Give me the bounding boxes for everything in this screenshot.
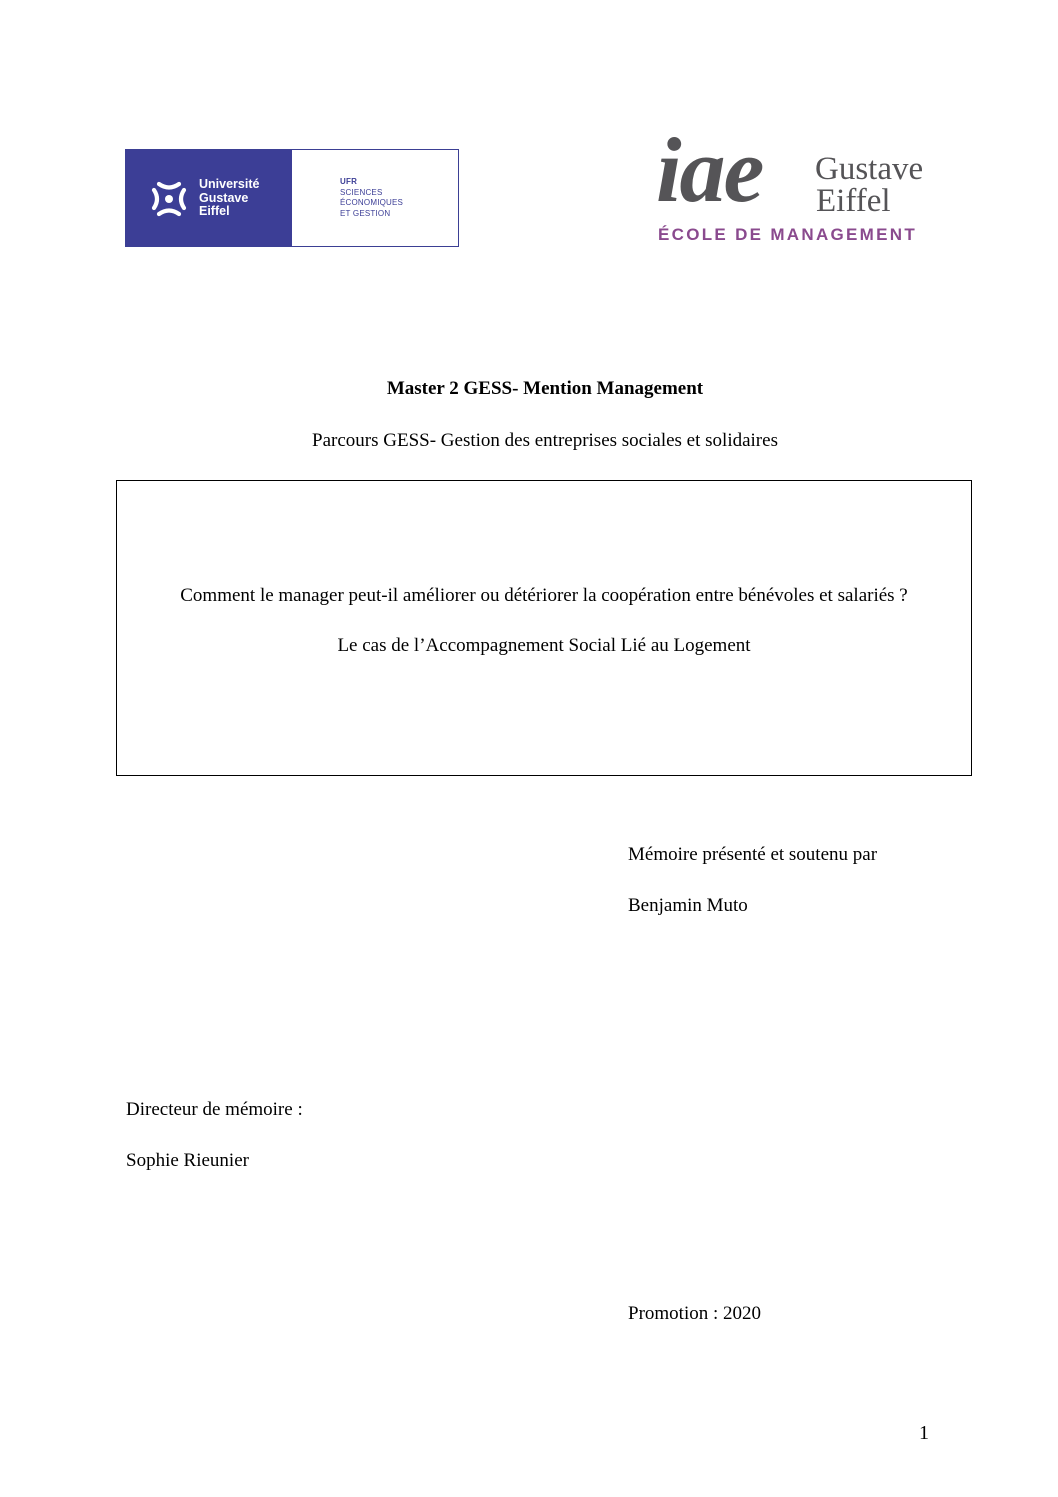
ufr-line: SCIENCES xyxy=(340,187,383,197)
director-label: Directeur de mémoire : xyxy=(126,1099,303,1120)
promotion: Promotion : 2020 xyxy=(628,1303,762,1324)
ufr-line: ET GESTION xyxy=(340,208,391,218)
track-title: Parcours GESS- Gestion des entreprises sociales et solidaires xyxy=(312,430,778,451)
iae-gustave-text: Gustave xyxy=(815,151,924,187)
universite-gustave-eiffel-logo xyxy=(125,149,459,247)
iae-wordmark: iae xyxy=(656,119,763,221)
topic-box xyxy=(116,480,972,776)
case-study-title: Le cas de l’Accompagnement Social Lié au Logement xyxy=(337,635,751,656)
research-question: Comment le manager peut-il améliorer ou détériorer la coopération entre bénévoles et salariés ? xyxy=(180,585,908,606)
iae-eiffel-text: Eiffel xyxy=(816,183,891,219)
uge-name-line: Gustave xyxy=(199,190,249,205)
iae-gustave-eiffel-logo xyxy=(650,119,930,248)
uge-emblem-icon xyxy=(149,178,189,220)
ufr-line: ÉCONOMIQUES xyxy=(340,198,404,207)
ufr-panel xyxy=(292,150,458,246)
uge-logo-panel xyxy=(126,150,292,246)
uge-name xyxy=(199,178,259,219)
ufr-line: UFR xyxy=(340,177,358,186)
iae-school-text: ÉCOLE DE MANAGEMENT xyxy=(658,225,918,244)
ufr-label xyxy=(340,177,403,219)
uge-name-line: Université xyxy=(199,177,260,191)
director-name: Sophie Rieunier xyxy=(126,1150,249,1171)
page-number: 1 xyxy=(919,1422,929,1444)
presented-by-label: Mémoire présenté et soutenu par xyxy=(628,844,878,865)
uge-name-line: Eiffel xyxy=(199,204,230,218)
author-name: Benjamin Muto xyxy=(628,895,748,916)
program-title: Master 2 GESS- Mention Management xyxy=(386,378,704,399)
